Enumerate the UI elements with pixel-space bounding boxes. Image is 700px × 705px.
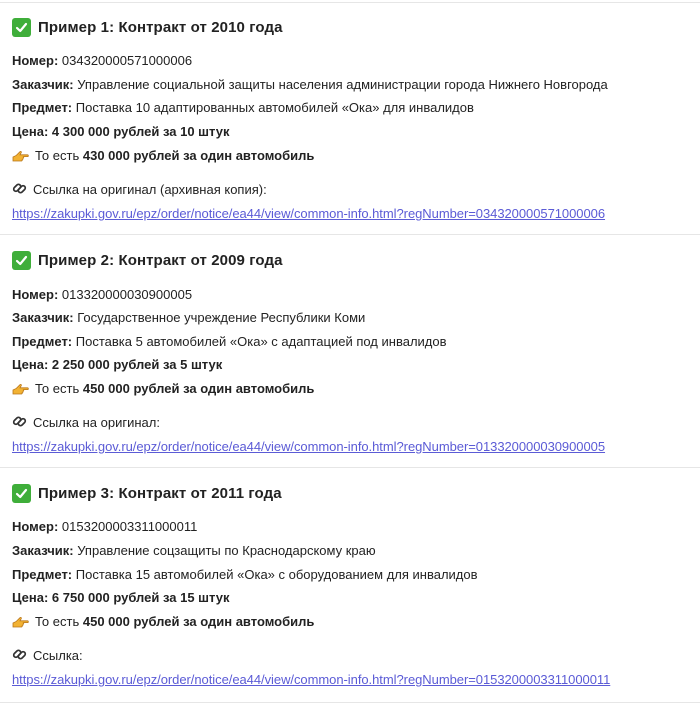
link-clip-icon — [12, 181, 27, 196]
example-1 — [0, 0, 700, 232]
per-unit-line — [12, 147, 314, 165]
link-label-line — [12, 414, 160, 432]
number-value: 034320000571000006 — [61, 53, 193, 68]
check-mark-button-icon — [12, 251, 31, 270]
per-unit-line — [12, 613, 314, 631]
original-link[interactable]: https://zakupki.gov.ru/epz/order/notice/ea44/view/common-info.html?regNumber=013320000030900005 — [12, 439, 606, 454]
per-unit-value: 430 000 рублей за один автомобиль — [82, 148, 315, 163]
per-unit-line — [12, 380, 314, 398]
link-label-line — [12, 647, 83, 665]
customer-label: Заказчик: — [12, 77, 74, 92]
example-title: Пример 1: Контракт от 2010 года — [38, 18, 283, 36]
example-2 — [0, 234, 700, 466]
example-title-row — [12, 481, 282, 505]
subject-line — [12, 566, 478, 584]
per-unit-prefix: То есть — [35, 148, 80, 163]
customer-value: Управление соцзащиты по Краснодарскому краю — [77, 543, 376, 558]
customer-label: Заказчик: — [12, 543, 74, 558]
per-unit-value: 450 000 рублей за один автомобиль — [82, 381, 315, 396]
number-value: 0153200003311000011 — [61, 519, 198, 534]
subject-label: Предмет: — [12, 334, 73, 349]
customer-value: Управление социальной защиты населения администрации города Нижнего Новгорода — [77, 77, 608, 92]
per-unit-prefix: То есть — [35, 614, 80, 629]
check-mark-button-icon — [12, 18, 31, 37]
price-line: Цена: 2 250 000 рублей за 5 штук — [12, 357, 223, 372]
price-line: Цена: 6 750 000 рублей за 15 штук — [12, 590, 230, 605]
pointing-hand-icon — [12, 381, 29, 395]
customer-value: Государственное учреждение Республики Коми — [77, 310, 366, 325]
per-unit-value: 450 000 рублей за один автомобиль — [82, 614, 315, 629]
subject-line — [12, 99, 474, 117]
number-value: 013320000030900005 — [61, 287, 193, 302]
per-unit-prefix: То есть — [35, 381, 80, 396]
customer-line — [12, 542, 376, 560]
original-link[interactable]: https://zakupki.gov.ru/epz/order/notice/ea44/view/common-info.html?regNumber=0153200003311000011 — [12, 672, 611, 687]
original-link[interactable]: https://zakupki.gov.ru/epz/order/notice/ea44/view/common-info.html?regNumber=034320000571000006 — [12, 206, 606, 221]
pointing-hand-icon — [12, 148, 29, 162]
price-line: Цена: 4 300 000 рублей за 10 штук — [12, 124, 230, 139]
subject-label: Предмет: — [12, 100, 73, 115]
subject-line — [12, 333, 447, 351]
example-title: Пример 2: Контракт от 2009 года — [38, 251, 283, 269]
subject-value: Поставка 5 автомобилей «Ока» с адаптацией под инвалидов — [75, 334, 447, 349]
subject-value: Поставка 15 автомобилей «Ока» с оборудованием для инвалидов — [75, 567, 478, 582]
number-line — [12, 52, 192, 70]
link-label-line — [12, 181, 267, 199]
number-line — [12, 286, 192, 304]
example-3 — [0, 467, 700, 703]
link-label: Ссылка: — [33, 648, 83, 663]
link-label: Ссылка на оригинал (архивная копия): — [33, 182, 267, 197]
check-mark-button-icon — [12, 484, 31, 503]
number-line — [12, 518, 197, 536]
customer-line — [12, 76, 608, 94]
example-title: Пример 3: Контракт от 2011 года — [38, 484, 282, 502]
link-clip-icon — [12, 414, 27, 429]
link-clip-icon — [12, 647, 27, 662]
customer-label: Заказчик: — [12, 310, 74, 325]
example-title-row — [12, 248, 283, 272]
pointing-hand-icon — [12, 614, 29, 628]
number-label: Номер: — [12, 519, 59, 534]
link-label: Ссылка на оригинал: — [33, 415, 160, 430]
number-label: Номер: — [12, 53, 59, 68]
subject-label: Предмет: — [12, 567, 73, 582]
number-label: Номер: — [12, 287, 59, 302]
subject-value: Поставка 10 адаптированных автомобилей «Ока» для инвалидов — [75, 100, 474, 115]
example-title-row — [12, 15, 283, 39]
divider — [0, 702, 700, 703]
customer-line — [12, 309, 365, 327]
